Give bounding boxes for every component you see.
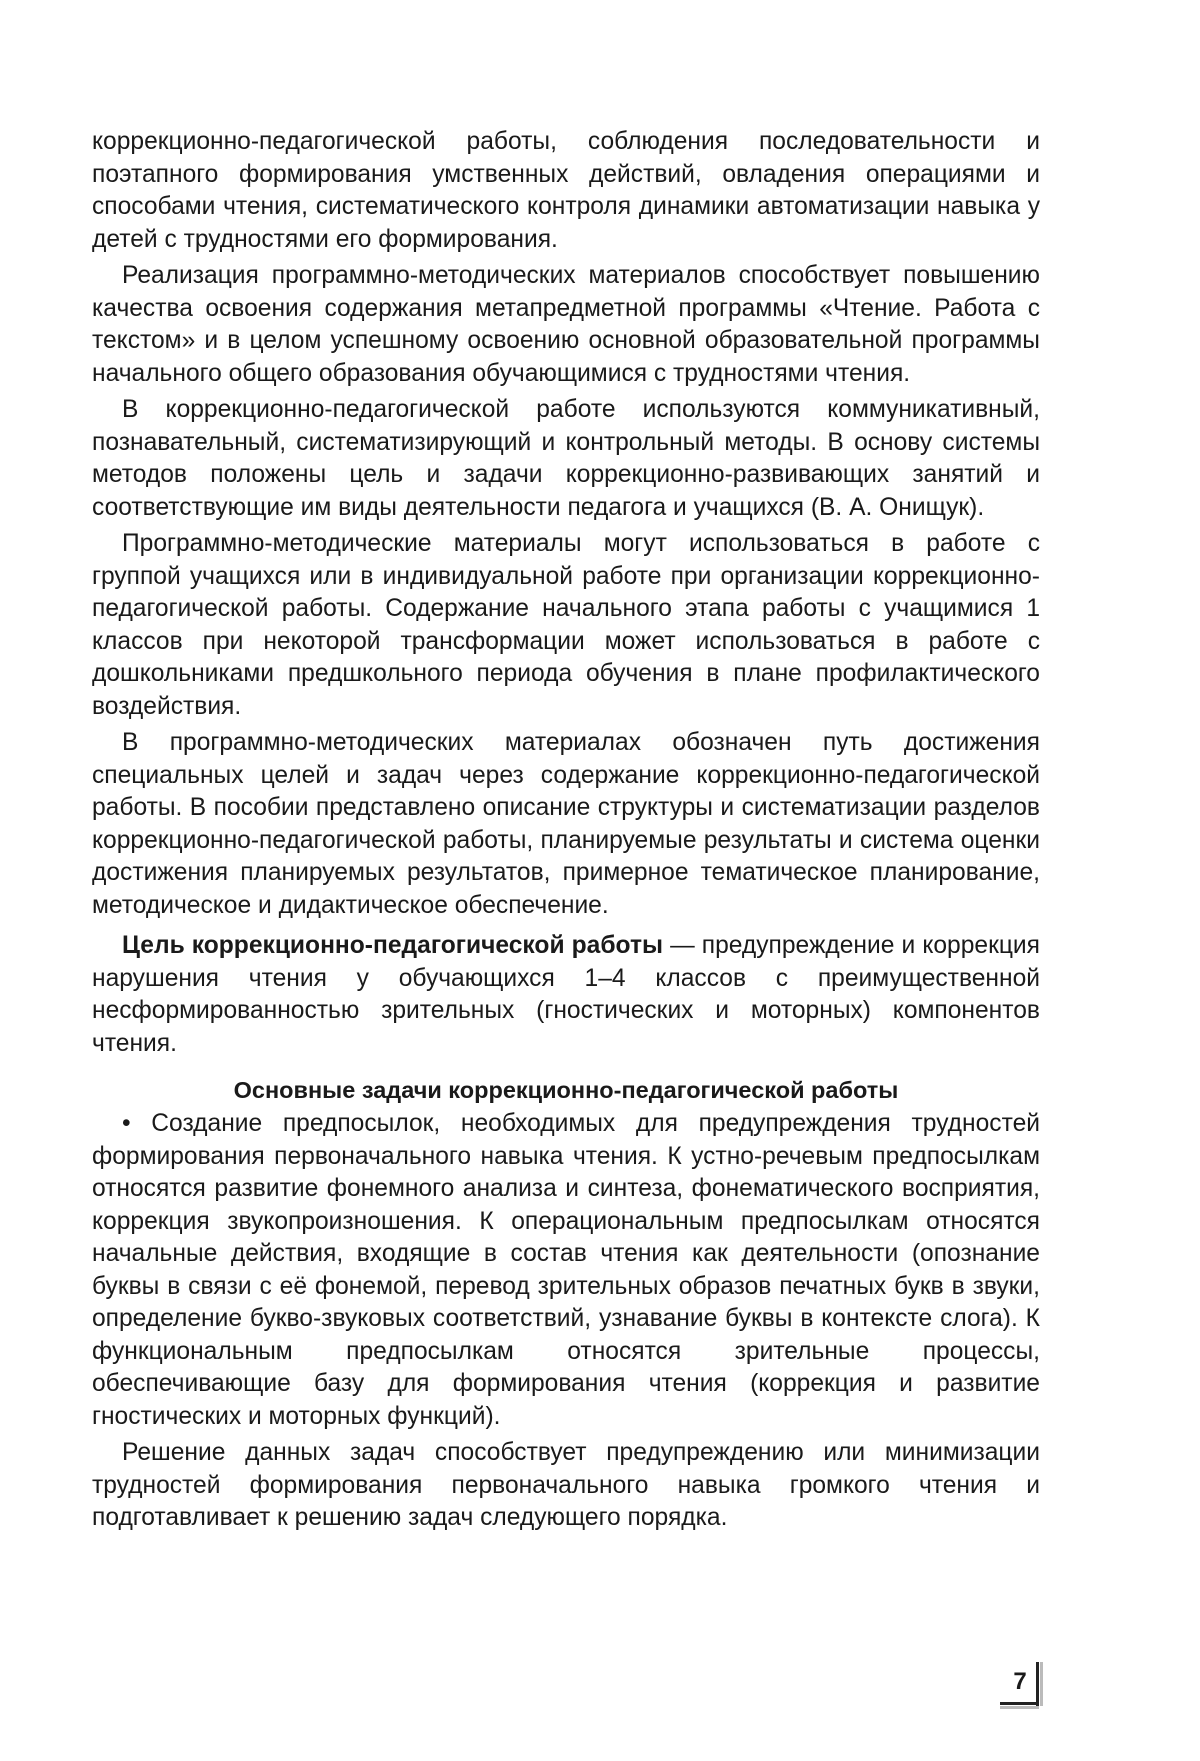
paragraph: В программно-методических материалах обозначен путь достижения специальных целей и задач через содержание коррекционно-педагогической работы. В пособии представлено описание структуры и систематизации разделов коррекционно-педагогической работы, планируемые результаты и система оценки достижения планируемых результатов, примерное тематическое планирование, методическое и дидактическое обеспечение. xyxy=(92,729,1040,919)
paragraph: Программно-методические материалы могут использоваться в работе с группой учащихся или в индивидуальной работе при организации коррекционно-педагогической работы. Содержание начального этапа работы с учащимися 1 классов при некоторой трансформации может использоваться в работе с дошкольниками предшкольного периода обучения в плане профилактического воздействия. xyxy=(92,530,1040,720)
page-content xyxy=(92,126,1040,1535)
goal-text: — предупреждение и коррекция нарушения чтения у обучающихся 1–4 классов с преимущественной несформированностью зрительных (гностических и моторных) компонентов чтения. xyxy=(92,932,1040,1057)
goal-paragraph xyxy=(92,930,1040,1060)
page-number: 7 xyxy=(1013,1668,1027,1695)
section-heading: Основные задачи коррекционно-педагогической работы xyxy=(233,1077,899,1103)
task-paragraph: Решение данных задач способствует предупреждению или минимизации трудностей формирования первоначального навыка громкого чтения и подготавливает к решению задач следующего порядка. xyxy=(92,1439,1040,1531)
task-paragraph: • Создание предпосылок, необходимых для предупреждения трудностей формирования первоначального навыка чтения. К устно-речевым предпосылкам относятся развитие фонемного анализа и синтеза, фонематического восприятия, коррекция звукопроизношения. К операциональным предпосылкам относятся начальные действия, входящие в состав чтения как деятельности (опознание буквы в связи с её фонемой, перевод зрительных образов печатных букв в звуки, определение букво-звуковых соответствий, узнавание буквы в контексте слога). К функциональным предпосылкам относятся зрительные процессы, обеспечивающие базу для формирования чтения (коррекция и развитие гностических и моторных функций). xyxy=(92,1110,1040,1430)
paragraph: В коррекционно-педагогической работе используются коммуникативный, познавательный, систематизирующий и контрольный методы. В основу системы методов положены цель и задачи коррекционно-развивающих занятий и соответствующие им виды деятельности педагога и учащихся (В. А. Онищук). xyxy=(92,396,1040,521)
page-number-frame xyxy=(1000,1702,1039,1705)
page-number-frame xyxy=(1036,1662,1039,1706)
paragraph: Реализация программно-методических материалов способствует повышению качества освоения содержания метапредметной программы «Чтение. Работа с текстом» и в целом успешному освоению основной образовательной программы начального общего образования обучающимися с трудностями чтения. xyxy=(92,262,1040,387)
goal-term: Цель коррекционно-педагогической работы xyxy=(122,932,663,959)
paragraph: коррекционно-педагогической работы, соблюдения последовательности и поэтапного формирования умственных действий, овладения операциями и способами чтения, систематического контроля динамики автоматизации навыка у детей с трудностями его формирования. xyxy=(92,128,1040,253)
